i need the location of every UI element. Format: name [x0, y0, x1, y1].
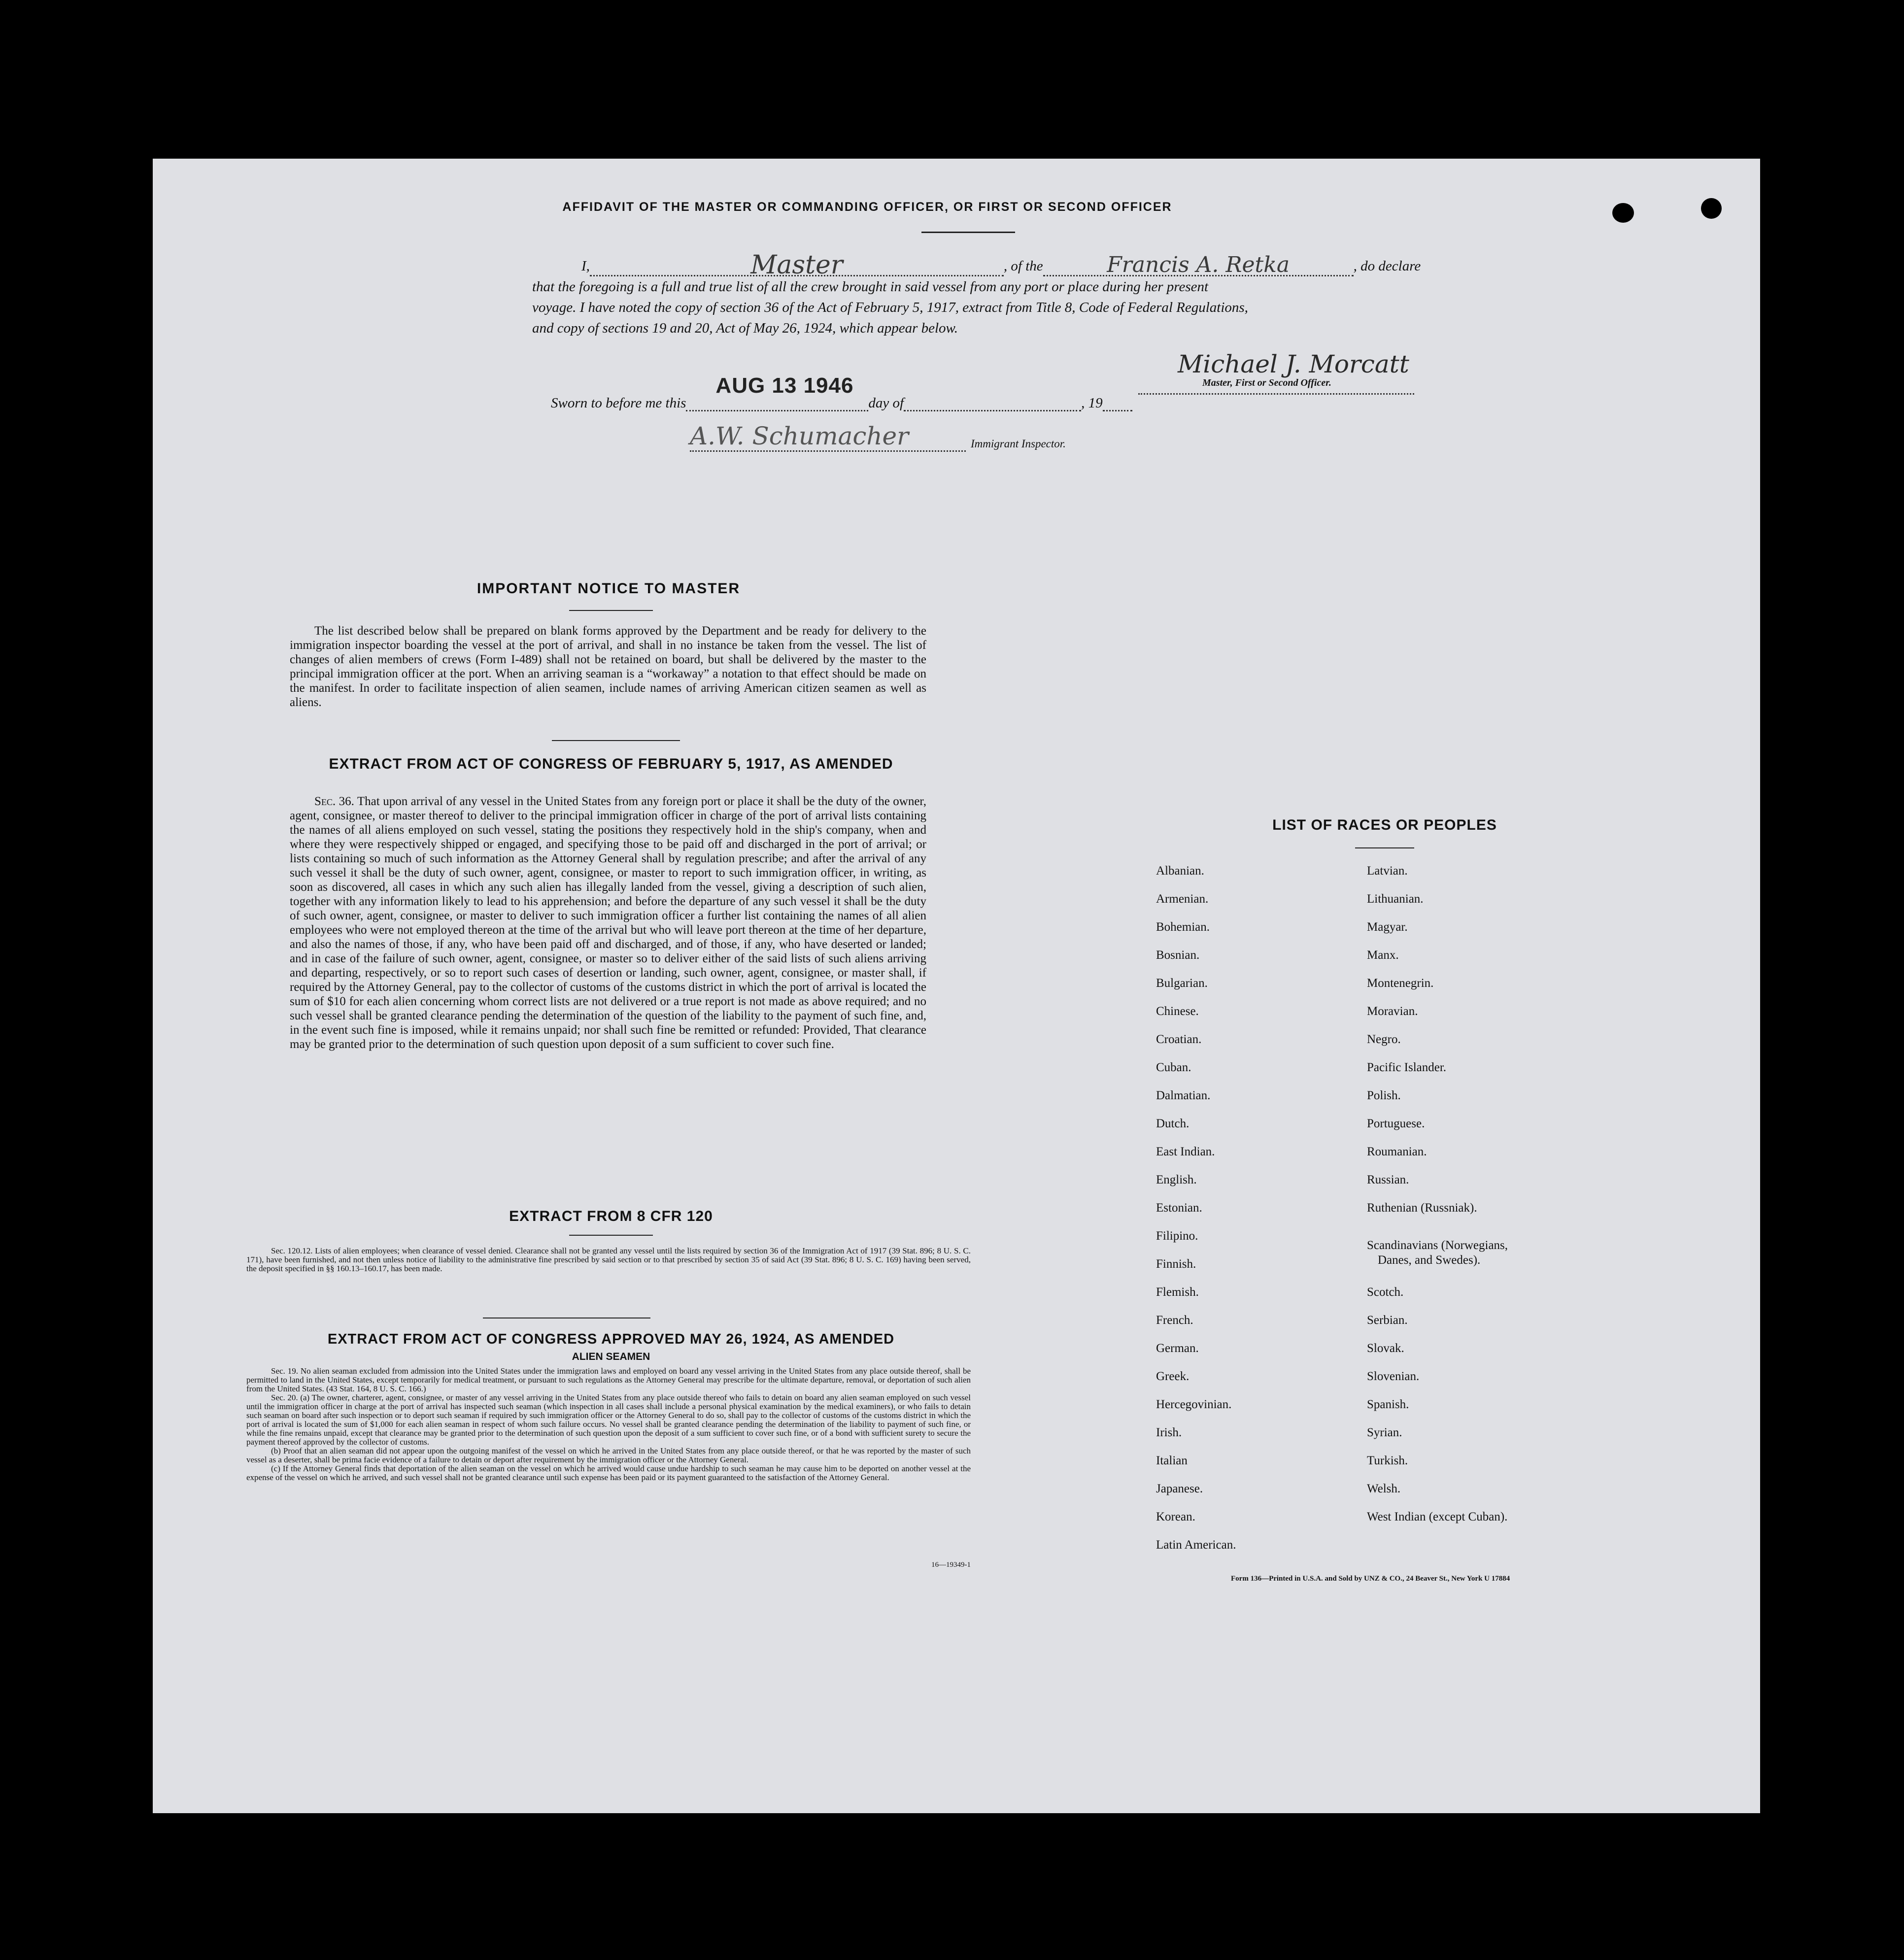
race-right-item: Lithuanian. — [1367, 892, 1424, 906]
i-label: I, — [581, 258, 590, 274]
vessel-name-handwriting: Francis A. Retka — [1107, 252, 1290, 277]
officer-name-field — [590, 250, 1004, 280]
inspector-caption: Immigrant Inspector. — [971, 438, 1066, 450]
master-signature-caption: Master, First or Second Officer. — [1202, 377, 1331, 388]
race-right-item: Montenegrin. — [1367, 977, 1434, 990]
race-left-item: Japanese. — [1156, 1482, 1203, 1495]
race-left-item: Filipino. — [1156, 1229, 1198, 1243]
extract-1917-body — [290, 794, 926, 1051]
race-right-item: Portuguese. — [1367, 1117, 1425, 1130]
extract-1924-subtitle: ALIEN SEAMEN — [572, 1351, 650, 1362]
officer-name-handwriting: Master — [750, 250, 843, 280]
race-left-item: Finnish. — [1156, 1257, 1196, 1271]
punch-hole — [1780, 1281, 1805, 1307]
race-right-item: Pacific Islander. — [1367, 1061, 1447, 1074]
punch-hole — [1780, 725, 1805, 751]
declaration-line-4: and copy of sections 19 and 20, Act of May 26, 1924, which appear below. — [532, 320, 958, 336]
affidavit-body — [532, 250, 1454, 338]
race-right-item: Latvian. — [1367, 864, 1408, 878]
race-left-item: Hercegovinian. — [1156, 1398, 1232, 1411]
race-left-item: Croatian. — [1156, 1033, 1202, 1046]
declaration-line-3: voyage. I have noted the copy of section 36 of the Act of February 5, 1917, extract from Title 8, Code of Federal Regulations, — [532, 300, 1248, 315]
of-the-label: , of the — [1003, 258, 1043, 274]
race-right-item: Scotch. — [1367, 1285, 1404, 1299]
extract-1924-body — [246, 1367, 971, 1482]
race-left-item: Latin American. — [1156, 1538, 1236, 1552]
master-signature: Michael J. Morcatt — [1178, 350, 1409, 378]
race-left-item: Estonian. — [1156, 1201, 1202, 1215]
sec-20a-text: Sec. 20. (a) The owner, charterer, agent, consignee, or master of any vessel arriving in the United States from any place outside thereof who fails to detain on board any alien seaman employed on such vessel until the immigration officer in charge at the port of arrival has inspected such seaman (which inspection in all cases shall include a personal physical examination by the medical examiners), or who fails to detain such seaman on board after such inspection or to deport such seaman if required by such immigration officer or the Attorney General to do so, shall pay to the collector of customs of the customs district in which the port of arrival is located the sum of $1,000 for each alien seaman in respect of whom such failure occurs. No vessel shall be granted clearance pending the determination of the liability to payment of such fine, or while the fine remains unpaid, except that clearance may be granted prior to the determination of such question upon the deposit of a sum sufficient to cover such fine, or of a bond with sufficient surety to secure the payment thereof approved by the collector of customs. — [246, 1393, 971, 1447]
race-left-item: East Indian. — [1156, 1145, 1215, 1158]
race-right-item: Spanish. — [1367, 1398, 1409, 1411]
form-footer: Form 136—Printed in U.S.A. and Sold by UNZ & CO., 24 Beaver St., New York U 17884 — [1231, 1575, 1510, 1583]
divider — [569, 610, 653, 611]
race-right-item: West Indian (except Cuban). — [1367, 1510, 1508, 1523]
sworn-day-field — [686, 373, 868, 411]
race-left-item: Dutch. — [1156, 1117, 1190, 1130]
year-label: , 19 — [1081, 395, 1103, 411]
do-declare-label: , do declare — [1353, 258, 1421, 274]
race-right-item: Polish. — [1367, 1089, 1401, 1102]
sworn-label: Sworn to before me this — [551, 395, 686, 411]
affidavit-title: AFFIDAVIT OF THE MASTER OR COMMANDING OFFICER, OR FIRST OR SECOND OFFICER — [562, 200, 1172, 214]
race-right-item: Slovenian. — [1367, 1370, 1420, 1383]
punch-hole — [1701, 198, 1722, 219]
race-left-item: French. — [1156, 1314, 1193, 1327]
race-right-item: Turkish. — [1367, 1454, 1408, 1467]
sec-36-text: That upon arrival of any vessel in the United States from any foreign port or place it shall be the duty of the owner, agent, consignee, or master thereof to deliver to the principal immigration officer in charge of the port of arrival lists containing the names of all aliens employed on such vessel, stating the positions they respectively hold in the ship's company, when and where they were respectively shipped or engaged, and specifying those to be paid off and discharged in the port of arrival; or lists containing so much of such information as the Attorney General shall by regulation prescribe; and after the arrival of any such vessel it shall be the duty of such owner, agent, consignee, or master to report to such immigration officer, in writing, as soon as discovered, all cases in which any such alien has illegally landed from the vessel, giving a description of such alien, together with any information likely to lead to his apprehension; and before the departure of any such vessel it shall be the duty of such owner, agent, consignee, or master to deliver to such immigration officer a further list containing the names of all alien employees who were not employed thereon at the time of the arrival but who will leave port thereon at the time of her departure, and also the names of those, if any, who have been paid off and discharged, and of those, if any, who have deserted or landed; and in case of the failure of such owner, agent, consignee, or master so to deliver either of the said lists of such aliens arriving and departing, respectively, or so to report such cases of desertion or landing, such owner, agent, consignee, or master shall, if required by the Attorney General, pay to the collector of customs of the customs district in which the port of arrival is located the sum of $10 for each alien concerning whom correct lists are not delivered or a true report is not made as above required; and no such vessel shall be granted clearance pending the determination of the question of the liability to the payment of such fine, and, in the event such fine is imposed, while it remains unpaid; nor shall such fine be remitted or refunded: Provided, That clearance may be granted prior to the determination of such question upon deposit of a sum sufficient to cover such fine. — [290, 795, 926, 1051]
race-left-item: Albanian. — [1156, 864, 1204, 878]
race-left-item: Cuban. — [1156, 1061, 1191, 1074]
divider — [569, 1235, 653, 1236]
sworn-line — [551, 373, 1132, 411]
sworn-month-field — [904, 393, 1081, 411]
race-left-item: Armenian. — [1156, 892, 1209, 906]
race-right-item: Welsh. — [1367, 1482, 1401, 1495]
races-title: LIST OF RACES OR PEOPLES — [1272, 817, 1497, 833]
race-right-item: Negro. — [1367, 1033, 1401, 1046]
inspector-signature: A.W. Schumacher — [690, 422, 909, 450]
race-left-item: Irish. — [1156, 1426, 1182, 1439]
race-left-item: Greek. — [1156, 1370, 1190, 1383]
form-code: 16—19349-1 — [931, 1561, 971, 1569]
race-left-item: German. — [1156, 1342, 1199, 1355]
race-right-item: Russian. — [1367, 1173, 1409, 1186]
punch-hole — [1780, 642, 1805, 667]
vessel-name-field — [1043, 252, 1354, 277]
race-left-item: Flemish. — [1156, 1285, 1199, 1299]
race-right-item: Manx. — [1367, 948, 1399, 962]
race-left-item: Italian — [1156, 1454, 1188, 1467]
declaration-line-1 — [532, 250, 1454, 280]
race-left-item: Bosnian. — [1156, 948, 1200, 962]
sec-36-label: Sec. 36. — [314, 795, 354, 808]
declaration-line-2: that the foregoing is a full and true list of all the crew brought in said vessel from any port or place during her present — [532, 279, 1209, 295]
race-right-item: Ruthenian (Russniak). — [1367, 1201, 1477, 1215]
extract-1924-title: EXTRACT FROM ACT OF CONGRESS APPROVED MAY 26, 1924, AS AMENDED — [327, 1331, 895, 1347]
sec-20b-text: (b) Proof that an alien seaman did not appear upon the outgoing manifest of the vessel on which he arrived in the United States from any place outside thereof, or that he was reported by the master of such vessel as a deserter, shall be prima facie evidence of a failure to detain or deport after requirement by the immigration officer or the Attorney General. — [246, 1446, 971, 1464]
punch-hole — [1780, 1197, 1805, 1223]
sec-20c-text: (c) If the Attorney General finds that deportation of the alien seaman on the vessel on which he arrived would cause undue hardship to such seaman he may cause him to be deported on another vessel at the expense of the vessel on which he arrived, and such vessel shall not be granted clearance until such expense has been paid or its payment guaranteed to the satisfaction of the Attorney General. — [246, 1464, 971, 1482]
race-right-item: Magyar. — [1367, 920, 1408, 934]
race-right-item: Scandinavians (Norwegians, — [1367, 1239, 1508, 1252]
race-right-item: Danes, and Swedes). — [1378, 1253, 1481, 1267]
race-left-item: Bohemian. — [1156, 920, 1210, 934]
race-right-item: Moravian. — [1367, 1005, 1418, 1018]
sworn-year-field — [1103, 393, 1132, 411]
race-right-item: Slovak. — [1367, 1342, 1404, 1355]
punch-hole — [1780, 394, 1805, 420]
sec-19-text: Sec. 19. No alien seaman excluded from admission into the United States under the immigration laws and employed on board any vessel arriving in the United States from any place outside thereof, shall be permitted to land in the United States, except temporarily for medical treatment, or pursuant to such regulations as the Attorney General may prescribe for the ultimate departure, removal, or deportation of such alien from the United States. (43 Stat. 164, 8 U. S. C. 166.) — [246, 1366, 971, 1393]
race-left-item: Dalmatian. — [1156, 1089, 1211, 1102]
date-stamp: AUG 13 1946 — [715, 373, 854, 398]
divider — [921, 232, 1015, 233]
race-left-item: Bulgarian. — [1156, 977, 1208, 990]
punch-hole — [1780, 1528, 1805, 1554]
punch-hole — [1780, 1612, 1805, 1638]
race-right-item: Roumanian. — [1367, 1145, 1427, 1158]
race-left-item: English. — [1156, 1173, 1197, 1186]
extract-cfr-title: EXTRACT FROM 8 CFR 120 — [509, 1208, 713, 1224]
extract-cfr-body: Sec. 120.12. Lists of alien employees; when clearance of vessel denied. Clearance shall not be granted any vessel until the lists required by section 36 of the Immigration Act of 1917 (39 Stat. 896; 8 U. S. C. 171), have been furnished, and not then unless notice of liability to the administrative fine prescribed by said section or to that prescribed by section 35 of said Act (39 Stat. 896; 8 U. S. C. 169) having been served, the deposit specified in §§ 160.13–160.17, has been made. — [246, 1246, 971, 1273]
notice-title: IMPORTANT NOTICE TO MASTER — [476, 580, 741, 597]
race-left-item: Chinese. — [1156, 1005, 1199, 1018]
divider — [1355, 847, 1414, 848]
punch-hole — [1612, 203, 1634, 223]
race-right-item: Syrian. — [1367, 1426, 1402, 1439]
document-sheet — [153, 159, 1760, 1813]
divider — [552, 740, 680, 741]
notice-body: The list described below shall be prepared on blank forms approved by the Department and be ready for delivery to the immigration inspector boarding the vessel at the port of arrival, and shall in no instance be taken from the vessel. The list of changes of alien members of crews (Form I-489) shall not be retained on board, but shall be delivered by the master to the principal immigration officer at the port. When an arriving seaman is a “workaway” a notation to that effect should be made on the manifest. In order to facilitate inspection of alien seamen, include names of arriving American citizen seamen as well as aliens. — [290, 624, 926, 709]
race-right-item: Serbian. — [1367, 1314, 1408, 1327]
day-of-label: day of — [868, 395, 904, 411]
race-left-item: Korean. — [1156, 1510, 1195, 1523]
extract-1917-title: EXTRACT FROM ACT OF CONGRESS OF FEBRUARY 5, 1917, AS AMENDED — [329, 756, 893, 772]
punch-hole — [1780, 306, 1805, 332]
